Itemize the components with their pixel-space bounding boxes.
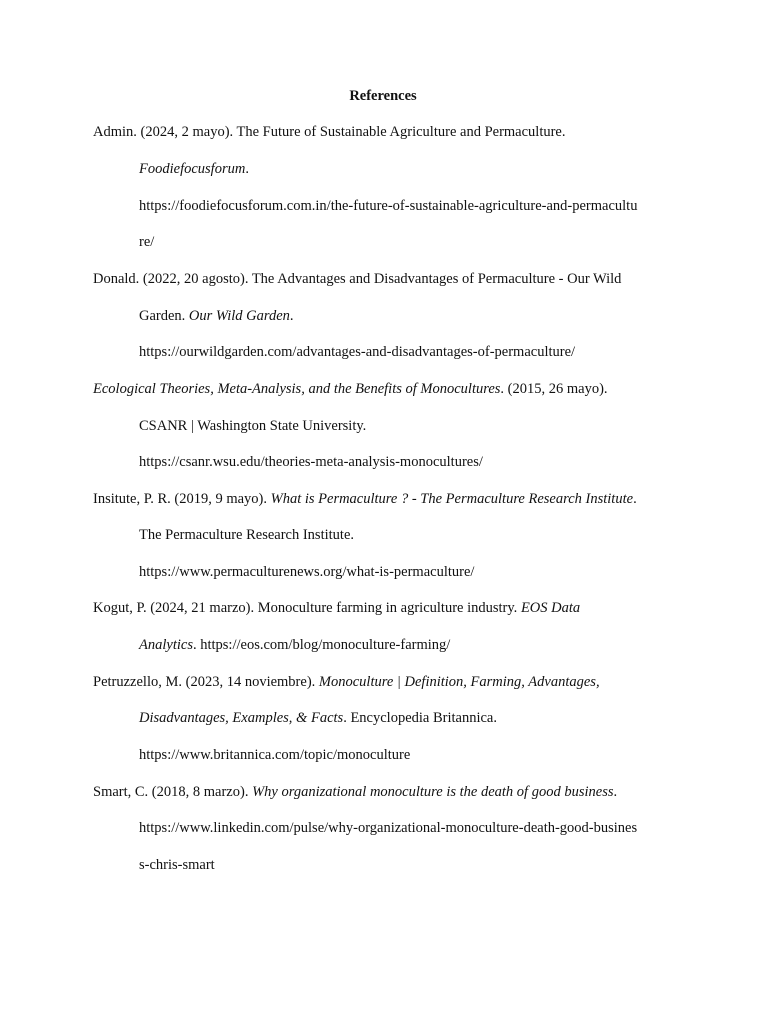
ref-site: Foodiefocusforum [139,161,246,177]
reference-smart: Smart, C. (2018, 8 marzo). Why organizational monoculture is the death of good business. [93,784,618,800]
ref-url: https://csanr.wsu.edu/theories-meta-analysis-monocultures/ [139,454,483,470]
ref-title: Ecological Theories, Meta-Analysis, and the Benefits of Monocultures [93,381,501,397]
reference-admin [93,122,566,142]
ref-title: Monoculture | Definition, Farming, Advantages, [318,674,600,690]
reference-kogut [93,598,580,618]
ref-url: https://www.linkedin.com/pulse/why-organizational-monoculture-death-good-busines [139,820,638,836]
ref-url-continued: s-chris-smart [139,857,215,873]
ref-author-date: Insitute, P. R. (2019, 9 mayo). [93,491,271,507]
ref-title-continued: Disadvantages, Examples, & Facts. Encyclopedia Britannica. [139,710,497,726]
ref-url-continued: re/ [139,234,155,250]
ref-author-date: Petruzzello, M. (2023, 14 noviembre). [93,674,319,690]
page-title: References [349,88,417,104]
reference-insitute: Insitute, P. R. (2019, 9 mayo). What is Permaculture ? - The Permaculture Research Institute. [93,491,637,507]
ref-title: The Advantages and Disadvantages of Permaculture - Our Wild [251,271,622,287]
ref-title: Monoculture farming in agriculture industry. [257,600,521,616]
ref-url: https://ourwildgarden.com/advantages-and-disadvantages-of-permaculture/ [139,344,576,360]
ref-publisher: The Permaculture Research Institute. [139,527,355,543]
ref-site-line: Foodiefocusforum. [139,161,249,177]
reference-ecological-theories [93,379,608,399]
ref-title: What is Permaculture ? - The Permaculture Research Institute [270,491,634,507]
ref-date: . (2015, 26 mayo). [500,381,608,397]
ref-site: Our Wild Garden [188,308,290,324]
ref-title: The Future of Sustainable Agriculture and Permaculture. [236,124,566,140]
reference-petruzzello [93,672,600,692]
ref-site: EOS Data [520,600,581,616]
ref-author-date: Donald. (2022, 20 agosto). [93,271,252,287]
ref-publisher: . Encyclopedia Britannica. [343,710,497,726]
ref-site-continued: Analytics. https://eos.com/blog/monoculture-farming/ [139,637,451,653]
ref-author-date: Smart, C. (2018, 8 marzo). [93,784,253,800]
ref-url: https://foodiefocusforum.com.in/the-future-of-sustainable-agriculture-and-permacultu [139,198,638,214]
reference-donald [93,269,621,289]
ref-publisher: CSANR | Washington State University. [139,418,367,434]
ref-title-continued: Garden. Our Wild Garden. [139,308,294,324]
ref-url: https://www.permaculturenews.org/what-is-permaculture/ [139,564,475,580]
ref-title: Why organizational monoculture is the death of good business [252,784,614,800]
ref-url: . https://eos.com/blog/monoculture-farming/ [192,637,451,653]
ref-author-date: Kogut, P. (2024, 21 marzo). [93,600,258,616]
ref-author-date: Admin. (2024, 2 mayo). [93,124,237,140]
ref-url: https://www.britannica.com/topic/monoculture [139,747,411,763]
